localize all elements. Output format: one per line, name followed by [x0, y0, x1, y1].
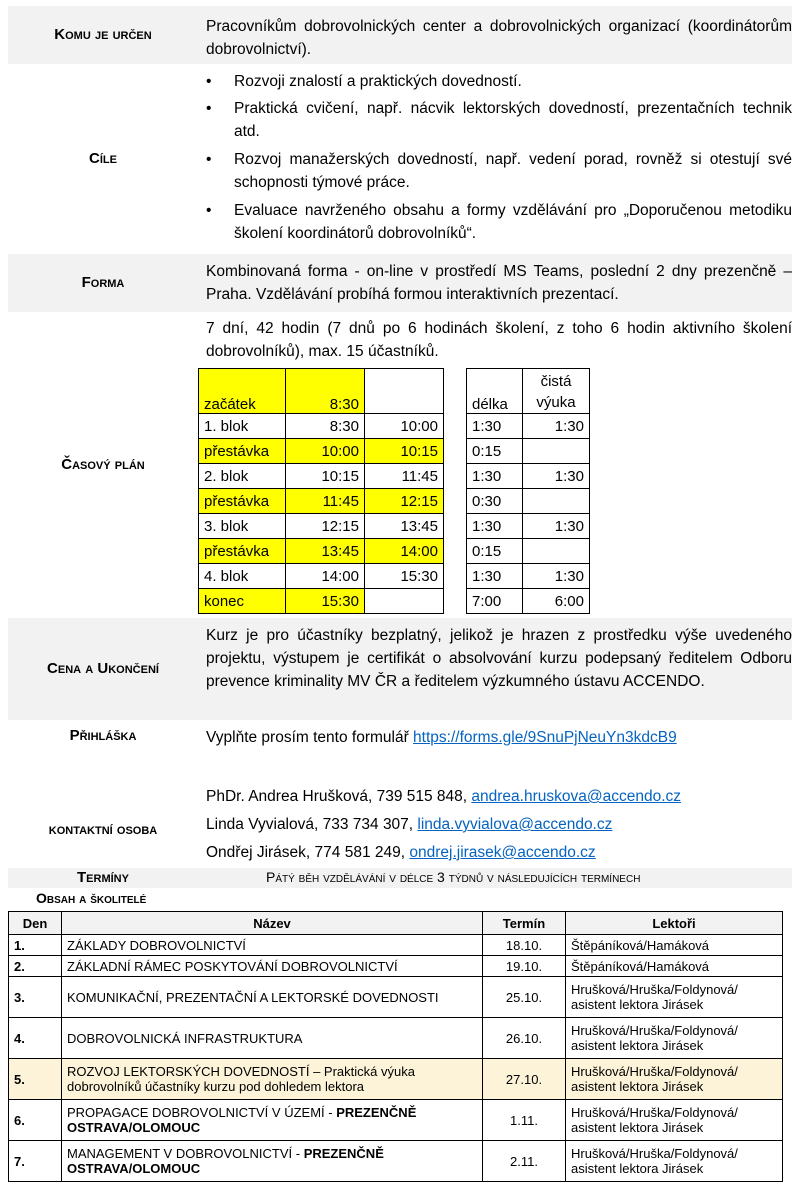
course-row [9, 935, 783, 956]
schedule-row [199, 489, 590, 514]
section-cena [8, 618, 792, 720]
casovy-plan-label: Časový plán [61, 456, 145, 473]
course-lektori: Hrušková/Hruška/Foldynová/ asistent lektora Jirásek [566, 977, 783, 1018]
schedule-cell-name: přestávka [199, 489, 286, 514]
schedule-cell-to: 10:15 [365, 439, 444, 464]
prihlaska-label: Přihláška [69, 727, 137, 744]
schedule-cell-cista [523, 539, 590, 564]
schedule-cell-cista [523, 489, 590, 514]
schedule-cell-delka: 0:15 [467, 539, 523, 564]
section-kontakt [8, 780, 792, 866]
course-nazev-text: DOBROVOLNICKÁ INFRASTRUKTURA [67, 1030, 303, 1046]
section-cile [8, 64, 792, 252]
schedule-cell-from: 12:15 [286, 514, 365, 539]
schedule-cell-from: 10:15 [286, 464, 365, 489]
cena-text: Kurz je pro účastníky bezplatný, jelikož je hrazen z prostředku výše uvedeného projektu, výstupem je certifikát o absolvování kurzu podepsaný ředitelem Odboru prevence kriminality MV ČR a ředitelem výzkumného ústavu ACCENDO. [206, 627, 792, 690]
schedule-row [199, 464, 590, 489]
schedule-header-cista: čistá výuka [523, 369, 590, 414]
course-nazev-text: PROPAGACE DOBROVOLNICTVÍ V ÚZEMÍ - [67, 1105, 337, 1120]
schedule-cell-to: 11:45 [365, 464, 444, 489]
schedule-row [199, 514, 590, 539]
schedule-cell-delka: 0:15 [467, 439, 523, 464]
cile-label: Cíle [89, 150, 117, 167]
schedule-cell-cista: 1:30 [523, 514, 590, 539]
course-den: 4. [9, 1018, 62, 1059]
schedule-row [199, 439, 590, 464]
course-nazev [62, 956, 483, 977]
course-header-termin: Termín [483, 912, 566, 935]
prihlaska-instruction: Vyplňte prosím tento formulář [206, 729, 414, 746]
schedule-cell-delka: 1:30 [467, 464, 523, 489]
schedule-row [199, 564, 590, 589]
schedule-cell-from: 11:45 [286, 489, 365, 514]
kontakt-person: PhDr. Andrea Hrušková, 739 515 848, andrea.hruskova@accendo.cz [206, 788, 682, 805]
terminy-text: Pátý běh vzdělávání v délce 3 týdnů v následujících termínech [266, 869, 641, 885]
schedule-row [199, 414, 590, 439]
course-lektori: Hrušková/Hruška/Foldynová/ asistent lektora Jirásek [566, 1018, 783, 1059]
schedule-cell-to: 10:00 [365, 414, 444, 439]
schedule-cell: začátek [199, 369, 286, 414]
schedule-cell-name: 2. blok [199, 464, 286, 489]
terminy-label: Termíny [77, 869, 129, 886]
course-den: 2. [9, 956, 62, 977]
komu-label: Komu je určen [54, 26, 152, 43]
course-row [9, 1100, 783, 1141]
schedule-cell-name: 1. blok [199, 414, 286, 439]
course-header-nazev: Název [62, 912, 483, 935]
course-row [9, 1141, 783, 1182]
schedule-cell-name: konec [199, 589, 286, 614]
prihlaska-form-link[interactable]: https://forms.gle/9SnuPjNeuYn3kdcB9 [413, 729, 677, 746]
course-lektori: Hrušková/Hruška/Foldynová/ asistent lektora Jirásek [566, 1059, 783, 1100]
course-termin: 26.10. [483, 1018, 566, 1059]
course-nazev-text: ROZVOJ LEKTORSKÝCH DOVEDNOSTÍ – Praktická výuka dobrovolníků účastníky kurzu pod dohledem lektora [67, 1064, 415, 1094]
cena-label: Cena a Ukončení [47, 660, 159, 677]
section-forma [8, 254, 792, 312]
course-lektori: Hrušková/Hruška/Foldynová/ asistent lektora Jirásek [566, 1141, 783, 1182]
course-termin: 1.11. [483, 1100, 566, 1141]
schedule-cell-delka: 1:30 [467, 414, 523, 439]
schedule-table [198, 368, 590, 614]
kontakt-person: Ondřej Jirásek, 774 581 249, ondrej.jirasek@accendo.cz [206, 844, 596, 861]
course-header-lektori: Lektoři [566, 912, 783, 935]
course-lektori: Štěpáníková/Hamáková [566, 956, 783, 977]
schedule-row [199, 589, 590, 614]
course-nazev [62, 1141, 483, 1182]
forma-text: Kombinovaná forma - on-line v prostředí MS Teams, poslední 2 dny prezenčně – Praha. Vzdělávání probíhá formou interaktivních prezentací. [206, 263, 792, 303]
kontakt-list [206, 783, 792, 867]
komu-text: Pracovníkům dobrovolnických center a dobrovolnických organizací (koordinátorům dobrovolnictví). [206, 18, 792, 58]
obsah-label: Obsah a školitelé [36, 890, 147, 906]
cile-list [206, 70, 792, 245]
cile-item: • Rozvoji znalostí a praktických dovedností. [206, 70, 792, 93]
casovy-plan-intro: 7 dní, 42 hodin (7 dnů po 6 hodinách školení, z toho 6 hodin aktivního školení dobrovolníků), max. 15 účastníků. [206, 320, 792, 360]
course-row [9, 1018, 783, 1059]
course-row [9, 977, 783, 1018]
course-lektori: Hrušková/Hruška/Foldynová/ asistent lektora Jirásek [566, 1100, 783, 1141]
schedule-cell-to: 14:00 [365, 539, 444, 564]
course-table [8, 911, 783, 1182]
course-termin: 2.11. [483, 1141, 566, 1182]
course-den: 5. [9, 1059, 62, 1100]
schedule-cell-from: 15:30 [286, 589, 365, 614]
course-lektori: Štěpáníková/Hamáková [566, 935, 783, 956]
schedule-cell-name: 3. blok [199, 514, 286, 539]
schedule-cell-from: 10:00 [286, 439, 365, 464]
schedule-cell-delka: 0:30 [467, 489, 523, 514]
schedule-cell-to: 13:45 [365, 514, 444, 539]
course-termin: 25.10. [483, 977, 566, 1018]
course-nazev-bold: PREZENČNĚ OSTRAVA/OLOMOUC [67, 1105, 417, 1135]
section-komu [8, 6, 792, 64]
course-termin: 19.10. [483, 956, 566, 977]
schedule-cell-from: 13:45 [286, 539, 365, 564]
section-prihlaska [8, 722, 792, 762]
cile-item: • Rozvoj manažerských dovedností, např. vedení porad, rovněž si otestují své schopnosti týmové práce. [206, 148, 792, 194]
kontakt-email-link[interactable]: ondrej.jirasek@accendo.cz [409, 844, 596, 861]
course-nazev-bold: PREZENČNĚ OSTRAVA/OLOMOUC [67, 1146, 384, 1176]
course-nazev-text: ZÁKLADY DOBROVOLNICTVÍ [67, 937, 246, 953]
schedule-header-delka: délka [467, 369, 523, 414]
course-row [9, 1059, 783, 1100]
schedule-cell-delka: 1:30 [467, 564, 523, 589]
prihlaska-text [206, 726, 792, 749]
course-header-row [9, 912, 783, 935]
course-termin: 18.10. [483, 935, 566, 956]
cile-item: • Praktická cvičení, např. nácvik lektorských dovedností, prezentačních technik atd. [206, 97, 792, 143]
course-row [9, 956, 783, 977]
schedule-cell-name: přestávka [199, 539, 286, 564]
schedule-cell-delka: 7:00 [467, 589, 523, 614]
schedule-cell-from: 14:00 [286, 564, 365, 589]
schedule-cell-cista: 1:30 [523, 564, 590, 589]
schedule-cell-delka: 1:30 [467, 514, 523, 539]
schedule-cell [365, 369, 444, 414]
course-nazev-text: ZÁKLADNÍ RÁMEC POSKYTOVÁNÍ DOBROVOLNICTVÍ [67, 958, 398, 974]
schedule-cell-name: 4. blok [199, 564, 286, 589]
schedule-cell-name: přestávka [199, 439, 286, 464]
kontakt-email-link[interactable]: andrea.hruskova@accendo.cz [471, 788, 682, 805]
course-den: 3. [9, 977, 62, 1018]
kontakt-label: kontaktní osoba [48, 821, 158, 838]
schedule-cell-to: 15:30 [365, 564, 444, 589]
kontakt-email-link[interactable]: linda.vyvialova@accendo.cz [417, 816, 613, 833]
section-casovy-plan [8, 312, 792, 618]
course-nazev [62, 1100, 483, 1141]
forma-label: Forma [81, 274, 125, 291]
kontakt-person: Linda Vyvialová, 733 734 307, linda.vyvialova@accendo.cz [206, 816, 613, 833]
schedule-cell-cista [523, 439, 590, 464]
schedule-cell-to [365, 589, 444, 614]
schedule-cell: 8:30 [286, 369, 365, 414]
course-nazev-text: KOMUNIKAČNÍ, PREZENTAČNÍ A LEKTORSKÉ DOVEDNOSTI [67, 989, 439, 1005]
cile-item: • Evaluace navrženého obsahu a formy vzdělávání pro „Doporučenou metodiku školení koordinátorů dobrovolníků“. [206, 199, 792, 245]
schedule-cell-cista: 1:30 [523, 414, 590, 439]
schedule-row [199, 539, 590, 564]
schedule-cell-cista: 6:00 [523, 589, 590, 614]
section-terminy [8, 868, 792, 888]
course-nazev [62, 1059, 483, 1100]
course-den: 1. [9, 935, 62, 956]
course-nazev [62, 977, 483, 1018]
course-nazev [62, 935, 483, 956]
schedule-cell-to: 12:15 [365, 489, 444, 514]
course-termin: 27.10. [483, 1059, 566, 1100]
course-nazev-text: MANAGEMENT V DOBROVOLNICTVÍ - [67, 1146, 304, 1161]
course-den: 7. [9, 1141, 62, 1182]
schedule-cell-from: 8:30 [286, 414, 365, 439]
course-den: 6. [9, 1100, 62, 1141]
schedule-header-row [199, 369, 590, 414]
schedule-cell-cista: 1:30 [523, 464, 590, 489]
course-header-den: Den [9, 912, 62, 935]
course-nazev [62, 1018, 483, 1059]
